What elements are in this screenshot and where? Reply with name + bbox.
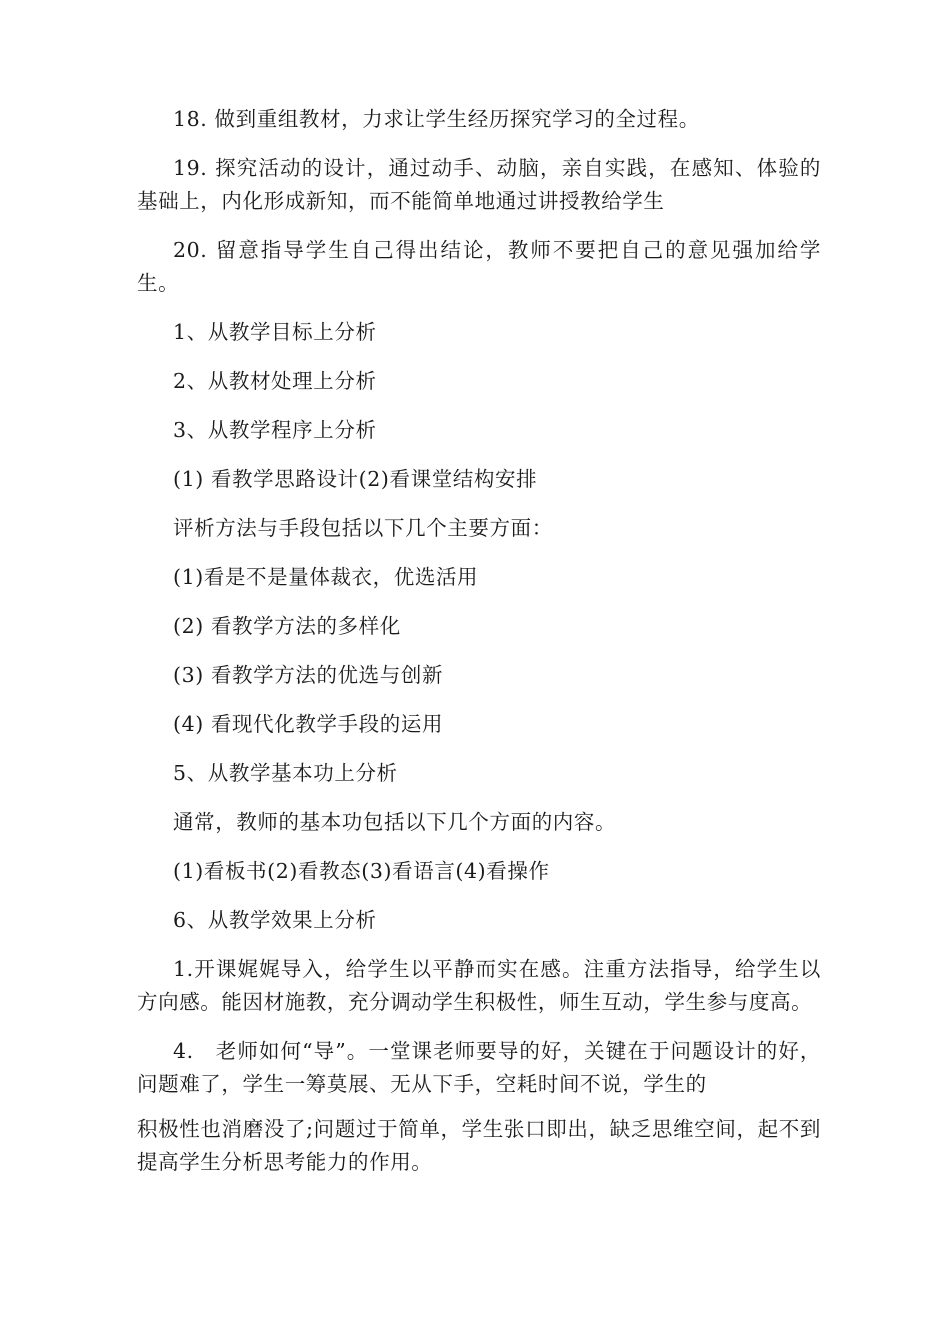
method-item-2: (2) 看教学方法的多样化: [173, 614, 401, 638]
method-item-1: (1)看是不是量体裁衣，优选活用: [173, 565, 479, 589]
heading-teaching-effect: 6、从教学效果上分析: [173, 908, 377, 932]
methods-intro: 评析方法与手段包括以下几个主要方面：: [173, 516, 553, 540]
heading-basic-skills: 5、从教学基本功上分析: [173, 761, 398, 785]
heading-material-handling: 2、从教材处理上分析: [173, 369, 377, 393]
paragraph-20: 20. 留意指导学生自己得出结论，教师不要把自己的意见强加给学生。: [137, 238, 821, 295]
paragraph-18: 18. 做到重组教材，力求让学生经历探究学习的全过程。: [173, 107, 700, 131]
document-body: [137, 103, 821, 1195]
effect-item-4: 4. 老师如何“导”。一堂课老师要导的好，关键在于问题设计的好，问题难了，学生一筹莫展、无从下手，空耗时间不说，学生的: [137, 1039, 821, 1096]
method-item-4: (4) 看现代化教学手段的运用: [173, 712, 444, 736]
basic-skills-items: (1)看板书(2)看教态(3)看语言(4)看操作: [173, 859, 550, 883]
effect-item-4-continued: 积极性也消磨没了;问题过于简单，学生张口即出，缺乏思维空间，起不到提高学生分析思考能力的作用。: [137, 1117, 821, 1174]
effect-item-1: 1.开课娓娓导入，给学生以平静而实在感。注重方法指导，给学生以方向感。能因材施教，充分调动学生积极性，师生互动，学生参与度高。: [137, 957, 821, 1014]
procedure-items: (1) 看教学思路设计(2)看课堂结构安排: [173, 467, 538, 491]
heading-teaching-procedure: 3、从教学程序上分析: [173, 418, 377, 442]
method-item-3: (3) 看教学方法的优选与创新: [173, 663, 444, 687]
paragraph-19: 19. 探究活动的设计，通过动手、动脑，亲自实践，在感知、体验的基础上，内化形成新知，而不能简单地通过讲授教给学生: [137, 156, 821, 213]
heading-teaching-goals: 1、从教学目标上分析: [173, 320, 377, 344]
basic-skills-intro: 通常，教师的基本功包括以下几个方面的内容。: [173, 810, 617, 834]
